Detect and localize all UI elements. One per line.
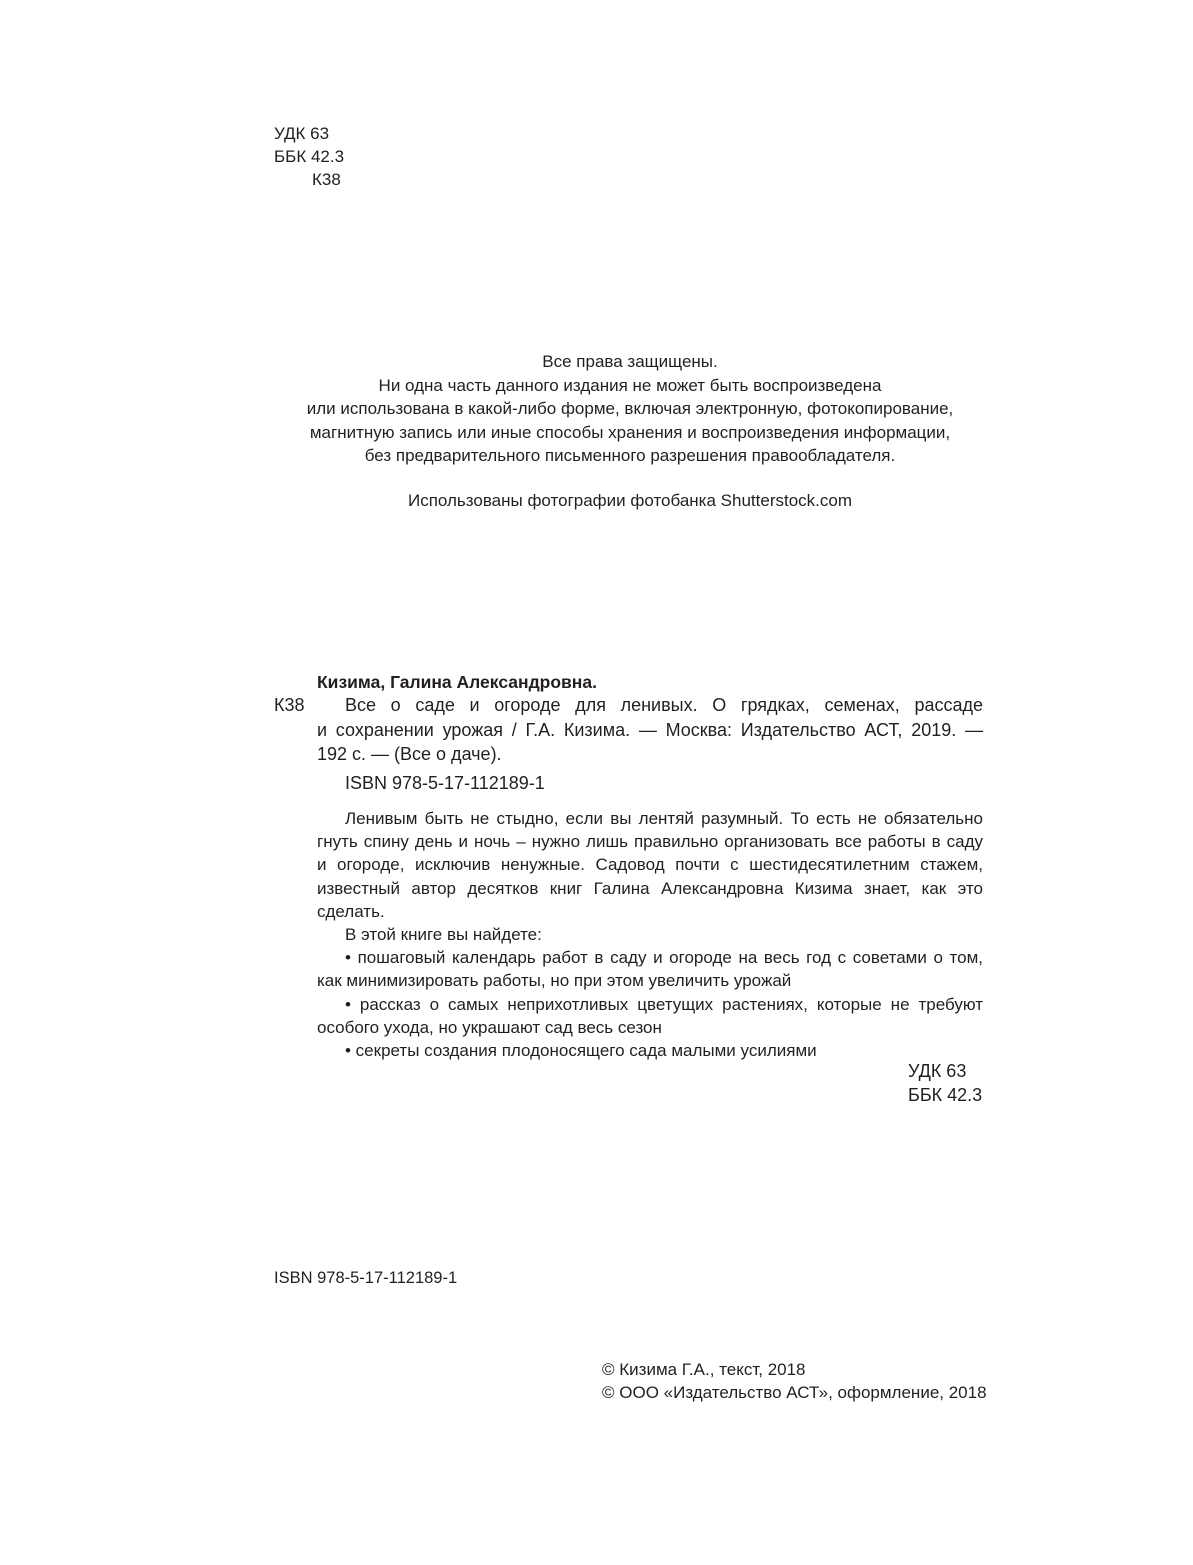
author-mark: К38 bbox=[312, 170, 341, 189]
description-line: 192 с. — (Все о даче). bbox=[317, 744, 502, 764]
record-isbn: ISBN 978-5-17-112189-1 bbox=[345, 773, 545, 793]
isbn-bottom: ISBN 978-5-17-112189-1 bbox=[274, 1269, 458, 1287]
rights-notice bbox=[200, 350, 1060, 468]
bbk-code: ББК 42.3 bbox=[274, 147, 345, 166]
annotation-line: сделать. bbox=[317, 901, 385, 921]
rights-line: Ни одна часть данного издания не может быть воспроизведена bbox=[378, 375, 882, 395]
bullet-item: • секреты создания плодоносящего сада малыми усилиями bbox=[345, 1041, 817, 1061]
copyright-line: © Кизима Г.А., текст, 2018 bbox=[602, 1360, 806, 1379]
classification-codes bbox=[274, 122, 344, 191]
record-author-mark: К38 bbox=[274, 695, 305, 715]
description-line: Все о саде и огороде для ленивых. О грядках, семенах, рассаде bbox=[345, 695, 983, 715]
bullet-item: • пошаговый календарь работ в саду и огороде на весь год с советами о том, bbox=[345, 948, 983, 968]
bullet-item-continuation: особого ухода, но украшают сад весь сезон bbox=[317, 1017, 662, 1037]
bullet-item: • рассказ о самых неприхотливых цветущих растениях, которые не требуют bbox=[345, 994, 983, 1014]
udk-code: УДК 63 bbox=[274, 124, 330, 143]
annotation-line: Ленивым быть не стыдно, если вы лентяй разумный. То есть не обязательно bbox=[345, 809, 983, 828]
annotation-intro: В этой книге вы найдете: bbox=[345, 925, 542, 945]
copyright-notices bbox=[602, 1358, 987, 1404]
rights-line: или использована в какой-либо форме, включая электронную, фотокопирование, bbox=[306, 399, 954, 418]
bbk-code: ББК 42.3 bbox=[908, 1085, 983, 1105]
rights-line: Все права защищены. bbox=[542, 352, 718, 371]
photo-credit: Использованы фотографии фотобанка Shutterstock.com bbox=[407, 491, 853, 510]
udk-code: УДК 63 bbox=[908, 1061, 967, 1081]
author-heading: Кизима, Галина Александровна. bbox=[317, 672, 597, 692]
annotation bbox=[317, 807, 983, 1062]
classification-codes-right bbox=[908, 1059, 982, 1107]
rights-line: без предварительного письменного разрешения правообладателя. bbox=[364, 446, 896, 465]
annotation-line: гнуть спину день и ночь – нужно лишь правильно организовать все работы в саду bbox=[317, 832, 983, 852]
bibliographic-description bbox=[317, 693, 983, 767]
rights-line: магнитную запись или иные способы хранения и воспроизведения информации, bbox=[309, 422, 951, 442]
annotation-line: известный автор десятков книг Галина Александровна Кизима знает, как это bbox=[317, 878, 983, 898]
description-line: и сохранении урожая / Г.А. Кизима. — Москва: Издательство АСТ, 2019. — bbox=[317, 719, 983, 740]
copyright-line: © ООО «Издательство АСТ», оформление, 2018 bbox=[602, 1383, 987, 1402]
annotation-line: и огороде, исключив ненужные. Садовод почти с шестидесятилетним стажем, bbox=[317, 855, 983, 875]
bullet-item-continuation: как минимизировать работы, но при этом увеличить урожай bbox=[317, 971, 792, 991]
